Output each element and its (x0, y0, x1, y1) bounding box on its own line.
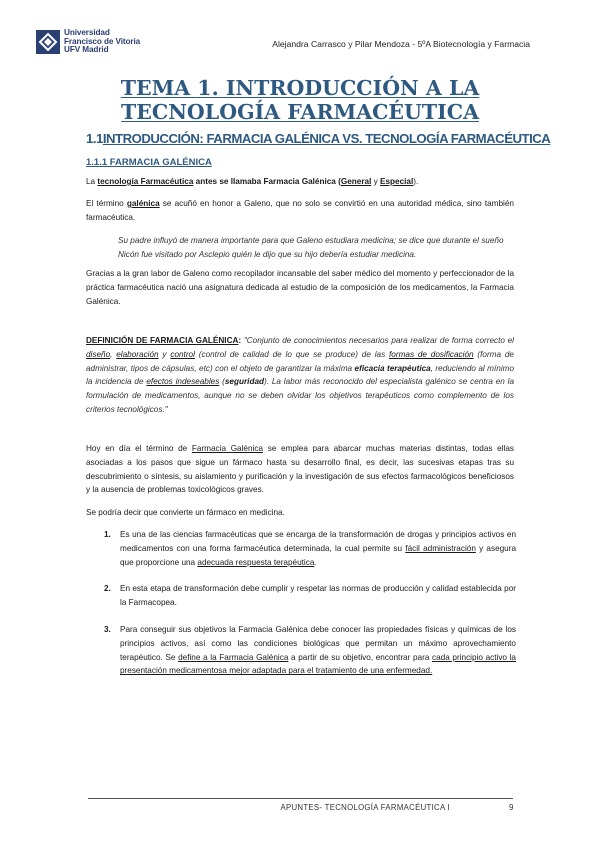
term-elaboracion: elaboración (116, 349, 159, 359)
term-galenica: galénica (126, 199, 160, 208)
paragraph-galeno: Gracias a la gran labor de Galeno como recopilador incansable del saber médico del momento y perfeccionador de la práctica farmacéutica nació una asignatura dedicada al estudio de la composición de los medicamentos, la Farmacia Galénica. (86, 269, 514, 306)
term-general: General (340, 177, 372, 186)
term-especial: Especial (380, 177, 414, 186)
list-number: 3. (104, 624, 111, 634)
header-authors: Alejandra Carrasco y Pilar Mendoza - 5ºA Biotecnología y Farmacia (272, 39, 530, 49)
term-eficacia: eficacia terapéutica (354, 363, 431, 373)
term-define-farmacia: define a la Farmacia Galénica (178, 652, 289, 662)
logo-text (64, 29, 140, 55)
quote-galeno: Su padre influyó de manera importante para que Galeno estudiara medicina; se dice que durante el sueño Nicón fue visitado por Asclepio quién le dijo que su hijo debería estudiar medicina. (118, 236, 504, 259)
definition-label: DEFINICIÓN DE FARMACIA GALÉNICA (86, 336, 239, 345)
term-respuesta-terapeutica: adecuada respuesta terapéutica (197, 557, 315, 567)
list-item: 2. En esta etapa de transformación debe cumplir y respetar las normas de producción y calidad establecida por la Farmacopea. (104, 584, 516, 608)
logo-line: Universidad (64, 28, 110, 37)
paragraph-medicina: Se podría decir que convierte un fármaco en medicina. (86, 508, 285, 517)
subsection-heading: 1.1.1 FARMACIA GALÉNICA (86, 157, 212, 168)
term-farmacia-galenica: Farmacia Galénica (191, 444, 264, 453)
term-tecnologia: tecnología Farmacéutica (97, 177, 194, 186)
term-diseno: diseño (86, 349, 111, 359)
list-item: 1. Es una de las ciencias farmacéuticas que se encarga de la transformación de drogas y principios activos en medicamentos con una forma farmacéutica determinada, la cual permite su fácil administración y asegura que proporcione una adecuada respuesta terapéutica. (104, 530, 517, 567)
numbered-list (86, 528, 516, 691)
section-heading (86, 131, 550, 146)
page-title: TEMA 1. INTRODUCCIÓN A LA TECNOLOGÍA FARMACÉUTICA (120, 76, 480, 124)
section-title: INTRODUCCIÓN: FARMACIA GALÉNICA VS. TECNOLOGÍA FARMACÉUTICA (102, 131, 551, 146)
paragraph-intro: La tecnología Farmacéutica antes se llamaba Farmacia Galénica (General y Especial). (86, 177, 419, 186)
term-formas-dosificacion: formas de dosificación (389, 349, 474, 359)
footer-divider (88, 798, 513, 799)
term-control: control (170, 349, 195, 359)
page-number: 9 (509, 803, 514, 812)
term-efectos: efectos indeseables (146, 377, 220, 387)
paragraph-hoy: Hoy en día el término de Farmacia Galénica se emplea para abarcar muchas materias distintas, todas ellas asociadas a los pasos que sigue un fármaco hasta su desarrollo final, es decir, las sucesivas etapas tras su descubrimiento o síntesis, su aislamiento y purificación y la investigación de sus efectos farmacológicos beneficiosos y la ausencia de problemas toxicológicos graves. (86, 444, 514, 495)
ufv-logo-icon (36, 30, 60, 54)
section-number: 1.1 (86, 131, 103, 146)
paragraph-galenica: El término galénica se acuñó en honor a Galeno, que no solo se convirtió en una autoridad médica, sino también farmacéutica. (86, 199, 514, 222)
definition-block: DEFINICIÓN DE FARMACIA GALÉNICA: "Conjunto de conocimientos necesarios para realizar de forma correcto el diseño, elaboración y control (control de calidad de lo que se produce) de las formas de dosificación (forma de administrar, tipos de cápsulas, etc) con el objeto de garantizar la máxima eficacia terapéutica, reduciendo al mínimo la incidencia de efectos indeseables (seguridad). La labor más reconocido del especialista galénico se centra en la formulación de medicamentos, aunque no se deben olvidar los objetivos terapéuticos como complemento de los criterios tecnológicos." (86, 336, 515, 414)
term-principio-activo: cada principio activo la presentación medicamentosa mejor adaptada para el tratamiento de una enfermedad. (120, 652, 516, 676)
logo-line: Francisco de Vitoria (64, 36, 141, 46)
footer-text: APUNTES- TECNOLOGÍA FARMACÉUTICA I (280, 803, 450, 812)
list-number: 2. (104, 584, 111, 594)
logo-line: UFV Madrid (64, 45, 109, 55)
term-seguridad: seguridad (224, 377, 265, 387)
term-facil-administracion: fácil administración (405, 543, 476, 553)
university-logo (36, 29, 140, 55)
list-number: 1. (104, 530, 111, 539)
list-item: 3. Para conseguir sus objetivos la Farmacia Galénica debe conocer las propiedades físicas y químicas de los principios activos, así como las condiciones biológicas que permitan un máximo aprovechamiento terapéutico. Se define a la Farmacia Galénica a partir de su objetivo, encontrar para cada principio activo la presentación medicamentosa mejor adaptada para el tratamiento de una enfermedad. (104, 624, 516, 676)
